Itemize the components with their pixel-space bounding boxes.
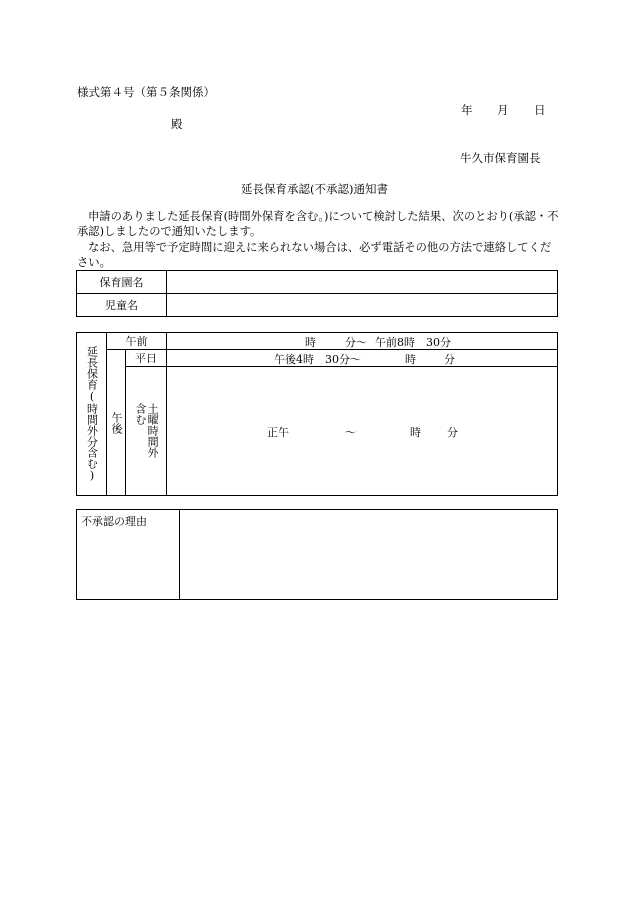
nursery-name-label: 保育園名: [77, 271, 167, 294]
weekday-start-time: 午後4時 30分～: [274, 352, 361, 366]
extended-care-label: 延長保育(時間外分含む): [85, 346, 99, 482]
morning-label: 午前: [107, 333, 167, 350]
info-table: [76, 270, 558, 317]
body-paragraph-1: [77, 209, 559, 239]
date-day-label: 日: [534, 103, 546, 117]
addressee-suffix: 殿: [171, 117, 183, 131]
child-name-label: 児童名: [77, 294, 167, 317]
reason-label: 不承認の理由: [77, 510, 180, 600]
date-month-label: 月: [497, 103, 509, 117]
afternoon-label: 午後: [110, 411, 124, 434]
sender-name: 牛久市保育園長: [460, 151, 541, 165]
body-paragraph-1-text: 申請のありました延長保育(時間外保育を含む。)について検討した結果、次のとおり(承認・不承認)しましたので通知いたします。: [77, 210, 559, 238]
form-number: 様式第４号（第５条関係）: [77, 85, 215, 99]
saturday-hour-unit: 時: [410, 425, 421, 439]
saturday-minute-unit: 分: [447, 425, 458, 439]
weekday-hour-unit: 時: [405, 352, 416, 366]
weekday-label: 平日: [126, 350, 167, 367]
saturday-time-cell: [167, 367, 558, 496]
child-name-field[interactable]: [167, 294, 558, 317]
morning-end-time: 午前8時 30分: [375, 335, 451, 349]
date-year-label: 年: [461, 103, 473, 117]
body-paragraph-2: [77, 240, 559, 270]
afternoon-label-cell: [107, 350, 126, 496]
nursery-name-field[interactable]: [167, 271, 558, 294]
morning-time-cell: [167, 333, 558, 350]
saturday-start-time: 正午: [267, 425, 289, 439]
saturday-label: 土曜時間外含む: [134, 403, 160, 458]
saturday-separator: ～: [345, 425, 356, 439]
saturday-label-cell: [126, 367, 167, 496]
weekday-minute-unit: 分: [444, 352, 455, 366]
morning-minute-unit: 分～: [345, 335, 367, 349]
morning-hour-unit: 時: [305, 335, 316, 349]
extended-care-label-cell: [77, 333, 107, 496]
body-paragraph-2-text: なお、急用等で予定時間に迎えに来られない場合は、必ず電話その他の方法で連絡してください。: [77, 241, 552, 269]
weekday-time-cell: [167, 350, 558, 367]
document-title: 延長保育承認(不承認)通知書: [241, 182, 388, 196]
reason-field[interactable]: [180, 510, 558, 600]
schedule-table: [76, 332, 558, 496]
reason-table: [76, 509, 558, 600]
